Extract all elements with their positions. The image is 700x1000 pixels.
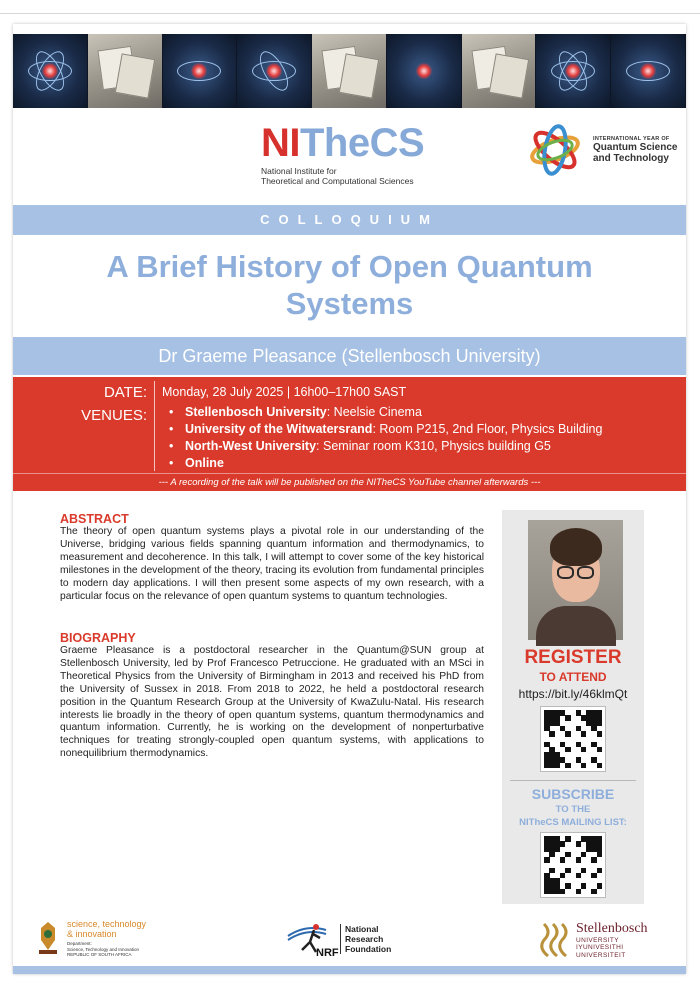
iyq-line-2: Quantum Science <box>593 142 678 153</box>
dsti-small-1: Department: <box>67 941 92 946</box>
register-heading: REGISTER <box>524 647 622 668</box>
qr-module <box>565 747 571 753</box>
nrf-line-2: Research <box>345 934 384 944</box>
qr-module <box>565 731 571 737</box>
panel-divider <box>510 780 636 781</box>
abstract-text: The theory of open quantum systems plays a pivotal role in our understanding of the Universe, bridging various fields spanning quantum information and thermodynamics, to measurement and decoherence. In this talk, I will attempt to cover some of the key historical milestones in the development of the theory, tracing its evolution from fundamental principles to modern day applications. I will then present some aspects of my own research, with a particular focus on the relevance of open quantum systems to quantum technologies. <box>60 526 484 602</box>
qr-module <box>576 889 582 895</box>
qr-module <box>576 841 582 847</box>
qr-module <box>597 763 603 769</box>
venue-list <box>165 404 602 472</box>
details-divider <box>154 381 155 471</box>
qr-module <box>597 721 603 727</box>
banner-tile-papers <box>462 34 537 108</box>
qr-module <box>565 836 571 842</box>
qr-module <box>581 868 587 874</box>
dsti-logo <box>35 919 146 958</box>
iyq-swirl-icon <box>525 127 585 173</box>
qr-module <box>565 868 571 874</box>
banner-tile-papers <box>312 34 387 108</box>
qr-module <box>581 883 587 889</box>
venue-name: North-West University <box>185 439 317 453</box>
nrf-runner-icon <box>286 920 339 959</box>
nrf-logo <box>286 920 391 958</box>
banner-tile-atom <box>237 34 312 108</box>
qr-module <box>576 857 582 863</box>
venue-detail: : Seminar room K310, Physics building G5 <box>316 439 551 453</box>
nithecs-logo <box>261 122 424 186</box>
qr-module <box>597 868 603 874</box>
top-rule <box>0 13 700 14</box>
qr-module <box>560 873 566 879</box>
qr-module <box>560 841 566 847</box>
qr-module <box>581 731 587 737</box>
stellenbosch-line-2: IYUNIVESITHI <box>576 944 624 952</box>
speaker-bar: Dr Graeme Pleasance (Stellenbosch University) <box>13 337 686 375</box>
qr-module <box>549 731 555 737</box>
dsti-small-3: REPUBLIC OF SOUTH AFRICA <box>67 952 132 957</box>
recording-note: --- A recording of the talk will be published on the NITheCS YouTube channel afterwards --- <box>158 477 541 488</box>
qr-module <box>597 883 603 889</box>
qr-module <box>597 852 603 858</box>
subscribe-heading: SUBSCRIBE <box>531 786 615 802</box>
date-label: DATE: <box>103 384 147 401</box>
qr-module <box>581 852 587 858</box>
stellenbosch-name: Stellenbosch <box>576 920 648 936</box>
stellenbosch-line-3: UNIVERSITEIT <box>576 951 626 959</box>
dsti-line-2: & innovation <box>67 929 117 939</box>
nithecs-subtitle-2: Theoretical and Computational Sciences <box>261 176 414 186</box>
qr-module <box>544 857 550 863</box>
biography-heading: BIOGRAPHY <box>60 631 136 645</box>
qr-module <box>565 763 571 769</box>
iyq-logo <box>525 127 677 173</box>
venue-item <box>165 455 602 472</box>
qr-module <box>591 889 597 895</box>
mailing-list-label: NITheCS MAILING LIST: <box>519 817 627 828</box>
qr-module <box>555 847 561 853</box>
nrf-line-1: National <box>345 924 379 934</box>
event-type-bar: COLLOQUIUM <box>13 205 686 235</box>
qr-module <box>581 763 587 769</box>
venue-detail: : Room P215, 2nd Floor, Physics Building <box>372 422 603 436</box>
nithecs-logo-ni: NI <box>261 121 300 165</box>
subscribe-qr-code[interactable] <box>541 833 605 897</box>
stellenbosch-mark-icon <box>540 920 570 960</box>
qr-module <box>555 763 561 769</box>
dsti-line-1: science, technology <box>67 919 147 929</box>
venue-name: University of the Witwatersrand <box>185 422 373 436</box>
iyq-line-1: INTERNATIONAL YEAR OF <box>593 136 670 142</box>
qr-module <box>597 731 603 737</box>
stellenbosch-logo <box>540 920 648 960</box>
details-rule <box>13 473 686 474</box>
qr-module <box>576 873 582 879</box>
qr-module <box>565 852 571 858</box>
stellenbosch-line-1: UNIVERSITY <box>576 936 620 944</box>
to-the-label: TO THE <box>555 804 591 815</box>
bottom-bar <box>13 966 686 974</box>
venue-name: Online <box>185 456 224 470</box>
abstract-heading: ABSTRACT <box>60 512 129 526</box>
qr-module <box>591 873 597 879</box>
banner-tile-atom <box>387 34 462 108</box>
banner-tile-atom <box>536 34 611 108</box>
banner-tile-atom <box>13 34 88 108</box>
qr-module <box>560 857 566 863</box>
qr-module <box>597 747 603 753</box>
nrf-line-3: Foundation <box>345 944 392 954</box>
banner-tile-papers <box>88 34 163 108</box>
qr-module <box>565 883 571 889</box>
event-details-box <box>13 377 686 491</box>
venue-detail: : Neelsie Cinema <box>326 405 422 419</box>
nrf-mark: NRF <box>316 947 339 959</box>
register-qr-code[interactable] <box>541 707 605 771</box>
biography-text: Graeme Pleasance is a postdoctoral researcher in the Quantum@SUN group at Stellenbosch University, led by Prof Francesco Petruccione. He graduated with an MSci in Theoretical Physics from the University of Birmingham in 2013 and received his PhD from the University of Sussex in 2018. From 2018 to 2022, he held a postdoctoral research position in the Quantum Research Group at the University of KwaZulu-Natal. His research interests lie broadly in the theory of open quantum systems, quantum thermodynamics and quantum information. Currently, he is working on the development of nonperturbative techniques for treating strongly-coupled open quantum systems, with applications to nonequilibrium thermodynamics. <box>60 645 484 760</box>
qr-module <box>560 889 566 895</box>
iyq-line-3: and Technology <box>593 153 669 164</box>
venue-item <box>165 438 602 455</box>
qr-module <box>549 868 555 874</box>
venues-label: VENUES: <box>81 407 147 424</box>
qr-module <box>591 857 597 863</box>
venue-item <box>165 404 602 421</box>
qr-module <box>549 852 555 858</box>
talk-title: A Brief History of Open Quantum Systems <box>106 249 593 321</box>
register-link[interactable]: https://bit.ly/46klmQt <box>518 687 628 701</box>
nithecs-logo-thecs: TheCS <box>300 121 425 165</box>
registration-panel <box>502 510 644 904</box>
banner-tile-atom <box>611 34 686 108</box>
dsti-small-2: Science, Technology and Innovation <box>67 946 139 952</box>
to-attend-label: TO ATTEND <box>539 670 607 684</box>
venue-item <box>165 421 602 438</box>
speaker-photo <box>528 520 623 640</box>
qr-module <box>581 747 587 753</box>
colloquium-poster <box>13 24 686 974</box>
nithecs-subtitle-1: National Institute for <box>261 166 337 176</box>
venue-name: Stellenbosch University <box>185 405 327 419</box>
qr-module <box>565 715 571 721</box>
banner-tile-atom <box>163 34 238 108</box>
coat-of-arms-icon <box>35 920 61 956</box>
date-value: Monday, 28 July 2025 | 16h00–17h00 SAST <box>162 385 407 399</box>
header-banner <box>13 34 686 108</box>
